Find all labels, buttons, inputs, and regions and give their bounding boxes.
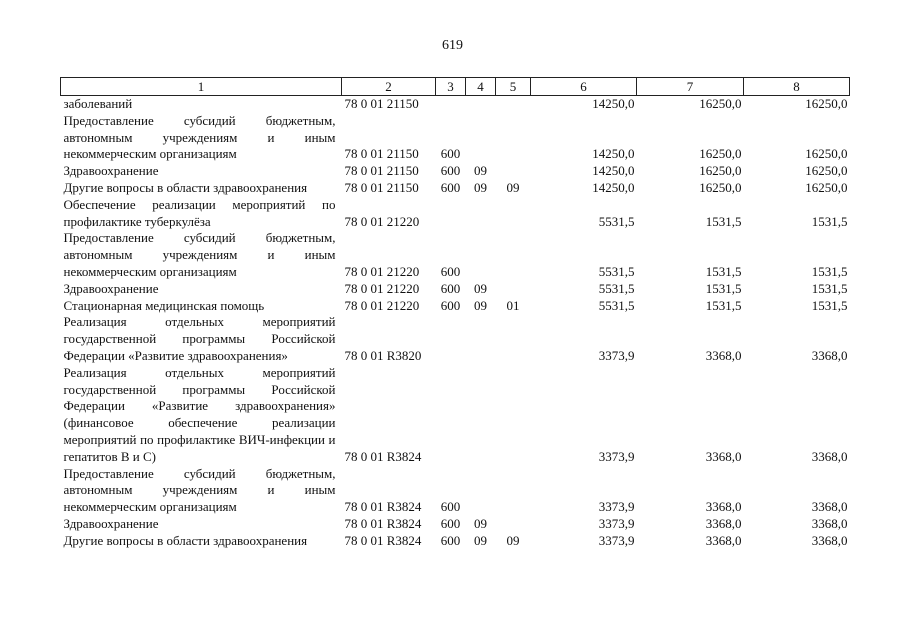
row-name: Другие вопросы в области здравоохранения — [63, 532, 308, 548]
row-name: Обеспечение реализации мероприятий по профилактике туберкулёза — [63, 196, 336, 229]
amount-col6: 14250,0 — [592, 179, 635, 195]
table-row — [61, 314, 850, 364]
expense-type: 600 — [440, 515, 461, 531]
expense-type: 600 — [440, 532, 461, 548]
subsection — [496, 365, 531, 466]
amount-col6: 3373,9 — [598, 347, 635, 363]
subsection — [496, 113, 531, 163]
row-name: Здравоохранение — [63, 515, 159, 531]
amount-col7: 1531,5 — [705, 263, 742, 279]
section — [466, 197, 496, 231]
amount-col7: 1531,5 — [705, 297, 742, 313]
amount-col6: 14250,0 — [592, 146, 635, 162]
column-number-row — [61, 78, 850, 96]
section — [466, 365, 496, 466]
amount-col8: 1531,5 — [811, 297, 848, 313]
table-row — [61, 466, 850, 516]
section: 09 — [474, 515, 487, 531]
table-row — [61, 96, 850, 113]
expense-type — [436, 314, 466, 364]
amount-col8: 1531,5 — [811, 280, 848, 296]
subsection — [496, 96, 531, 113]
row-name: Предоставление субсидий бюджетным, автономным учреждениям и иным некоммерческим организациям — [63, 465, 336, 515]
table-row — [61, 230, 850, 280]
amount-col7: 3368,0 — [705, 448, 742, 464]
expense-type: 600 — [440, 280, 461, 296]
expense-type: 600 — [440, 179, 461, 195]
column-header: 1 — [61, 78, 342, 96]
expense-type: 600 — [440, 163, 461, 179]
subsection — [496, 197, 531, 231]
subsection: 09 — [506, 179, 520, 195]
section: 09 — [474, 163, 487, 179]
row-name: Реализация отдельных мероприятий государственной программы Российской Федерации «Развитие здравоохранения» — [63, 314, 336, 363]
subsection — [496, 281, 531, 298]
amount-col8: 1531,5 — [811, 263, 848, 279]
target-code: 78 0 01 R3824 — [344, 515, 422, 531]
expense-type: 600 — [440, 499, 461, 515]
target-code: 78 0 01 21150 — [344, 179, 419, 195]
section: 09 — [474, 179, 487, 195]
expense-type — [436, 365, 466, 466]
target-code: 78 0 01 21150 — [344, 146, 419, 162]
table-row — [61, 365, 850, 466]
row-name: Предоставление субсидий бюджетным, автономным учреждениям и иным некоммерческим организациям — [63, 112, 336, 162]
target-code: 78 0 01 R3824 — [344, 448, 422, 464]
amount-col8: 16250,0 — [805, 146, 848, 162]
amount-col6: 5531,5 — [598, 213, 635, 229]
target-code: 78 0 01 21220 — [344, 213, 420, 229]
subsection: 09 — [506, 532, 520, 548]
expense-type: 600 — [440, 146, 461, 162]
row-name: Реализация отдельных мероприятий государственной программы Российской Федерации «Развитие здравоохранения» (финансовое обеспечение реализации мероприятий по профилактике ВИЧ-инфекции и гепатитов В и С) — [63, 364, 336, 464]
expense-type: 600 — [440, 263, 461, 279]
column-header: 8 — [744, 78, 850, 96]
amount-col7: 16250,0 — [699, 146, 742, 162]
table-row — [61, 197, 850, 231]
amount-col6: 3373,9 — [598, 515, 635, 531]
amount-col8: 3368,0 — [811, 515, 848, 531]
section — [466, 314, 496, 364]
amount-col8: 16250,0 — [805, 96, 848, 111]
row-name: Здравоохранение — [63, 163, 159, 179]
amount-col7: 3368,0 — [705, 532, 742, 548]
amount-col7: 3368,0 — [705, 347, 742, 363]
amount-col7: 16250,0 — [699, 96, 742, 111]
column-header: 2 — [342, 78, 436, 96]
table-row — [61, 163, 850, 180]
table-row — [61, 298, 850, 315]
amount-col7: 3368,0 — [705, 499, 742, 515]
amount-col8: 16250,0 — [805, 163, 848, 179]
target-code: 78 0 01 R3820 — [344, 347, 422, 363]
table-body — [61, 96, 850, 550]
amount-col6: 5531,5 — [598, 297, 635, 313]
column-header: 4 — [466, 78, 496, 96]
target-code: 78 0 01 R3824 — [344, 499, 422, 515]
amount-col8: 16250,0 — [805, 179, 848, 195]
row-name: заболеваний — [63, 96, 133, 111]
target-code: 78 0 01 21220 — [344, 280, 420, 296]
subsection — [496, 516, 531, 533]
table-row — [61, 180, 850, 197]
amount-col7: 1531,5 — [705, 213, 742, 229]
row-name: Стационарная медицинская помощь — [63, 297, 265, 313]
column-header: 6 — [531, 78, 637, 96]
table-row — [61, 516, 850, 533]
amount-col8: 1531,5 — [811, 213, 848, 229]
table-row — [61, 533, 850, 550]
subsection — [496, 314, 531, 364]
row-name: Предоставление субсидий бюджетным, автономным учреждениям и иным некоммерческим организациям — [63, 230, 336, 279]
section: 09 — [474, 280, 487, 296]
amount-col8: 3368,0 — [811, 499, 848, 515]
section: 09 — [474, 532, 487, 548]
expense-type — [436, 197, 466, 231]
page-number: 619 — [442, 38, 463, 53]
amount-col6: 3373,9 — [598, 499, 635, 515]
section — [466, 113, 496, 163]
column-header: 7 — [637, 78, 744, 96]
row-name: Здравоохранение — [63, 280, 159, 296]
amount-col6: 3373,9 — [598, 532, 635, 548]
row-name: Другие вопросы в области здравоохранения — [63, 179, 308, 195]
subsection: 01 — [506, 297, 520, 313]
column-header: 5 — [496, 78, 531, 96]
table-row — [61, 113, 850, 163]
column-header: 3 — [436, 78, 466, 96]
amount-col8: 3368,0 — [811, 532, 848, 548]
section — [466, 96, 496, 113]
table-row — [61, 281, 850, 298]
amount-col7: 16250,0 — [699, 163, 742, 179]
subsection — [496, 466, 531, 516]
amount-col6: 14250,0 — [592, 96, 635, 111]
target-code: 78 0 01 21150 — [344, 163, 419, 179]
section — [466, 466, 496, 516]
target-code: 78 0 01 21220 — [344, 263, 420, 279]
amount-col7: 16250,0 — [699, 179, 742, 195]
amount-col6: 5531,5 — [598, 263, 635, 279]
target-code: 78 0 01 21150 — [344, 96, 419, 111]
amount-col8: 3368,0 — [811, 347, 848, 363]
amount-col6: 14250,0 — [592, 163, 635, 179]
target-code: 78 0 01 21220 — [344, 297, 420, 313]
amount-col7: 1531,5 — [705, 280, 742, 296]
amount-col6: 5531,5 — [598, 280, 635, 296]
expense-type — [436, 96, 466, 113]
amount-col8: 3368,0 — [811, 448, 848, 464]
section — [466, 230, 496, 280]
budget-table — [60, 77, 850, 550]
section: 09 — [474, 297, 487, 313]
target-code: 78 0 01 R3824 — [344, 532, 422, 548]
amount-col6: 3373,9 — [598, 448, 635, 464]
subsection — [496, 230, 531, 280]
expense-type: 600 — [440, 297, 461, 313]
subsection — [496, 163, 531, 180]
amount-col7: 3368,0 — [705, 515, 742, 531]
